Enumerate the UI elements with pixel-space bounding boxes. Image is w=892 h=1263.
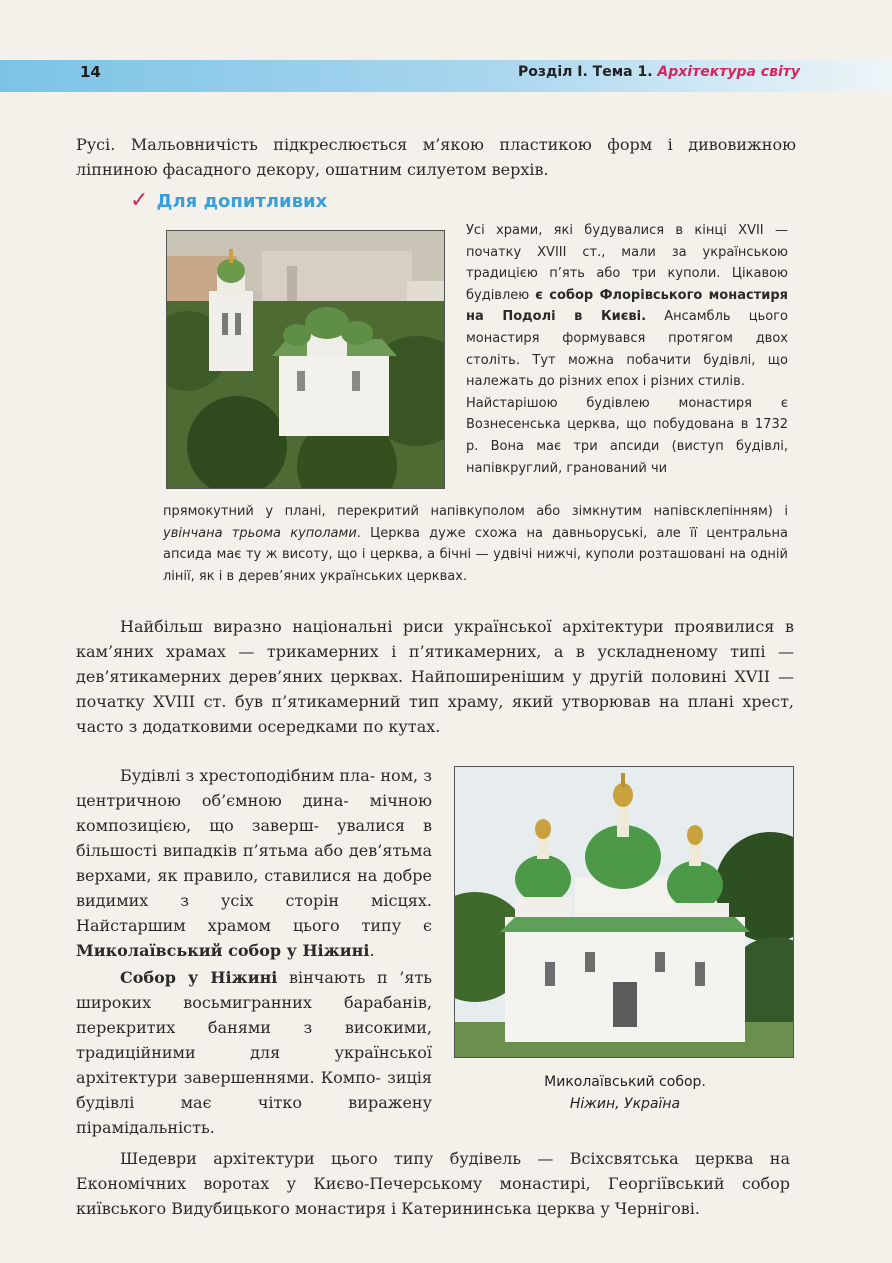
left-column-text: [76, 763, 432, 1140]
running-head: [518, 64, 800, 80]
left-line-1: Будівлі з хрестоподібним пла-: [120, 766, 376, 785]
caption-place: Ніжин, Україна: [569, 1096, 681, 1112]
caption-title: Миколаївський собор.: [544, 1074, 706, 1090]
sidebar-paragraph-2: [466, 393, 788, 479]
left-p2-line-1: вінчають п ’ять: [277, 968, 433, 987]
left-line-3: мічною композицією, що заверш-: [76, 791, 432, 835]
sidebar-p2-part-a: Найстарішою будівлею монастиря є Вознесенська церква, що побудована в 1732 р. Вона має три апсиди (виступ будівлі, напівкруглий, гранований чи: [466, 395, 788, 476]
sidebar-p1-part-a: Усі храми, які будувалися в кінці XVII — початку XVIII ст., мали за українською традицією п’ять або три куполи. Цікавою будівлею: [466, 223, 788, 303]
intro-line-1: Русі. Мальовничість підкреслюється м’якою пластикою форм і дивовижною: [76, 135, 796, 154]
checkmark-icon: ✓: [130, 188, 149, 213]
nicholas-cathedral-photo: [454, 766, 794, 1058]
sidebar-p1-bold: є собор Флорівського монастиря на Подолі в Києві.: [466, 287, 788, 325]
sidebar-paragraph-1: [466, 220, 788, 393]
page-number: 14: [80, 63, 101, 81]
left-line-2: ном, з центричною об’ємною дина-: [76, 766, 432, 810]
left-p2-line-6: зиція будівлі має чітко виражену: [76, 1068, 432, 1112]
left-p2-line-7: пірамідальність.: [76, 1118, 215, 1137]
left-p2-line-4: традиційними для української: [76, 1043, 432, 1062]
florivsky-monastery-photo: [166, 230, 445, 489]
left-p2-line-3: перекритих банями з високими,: [76, 1018, 432, 1037]
florivsky-photo-drawing: [167, 231, 444, 488]
section-label: Розділ І. Тема 1.: [518, 64, 658, 80]
sidebar-p2-part-d: . Церква дуже схожа на давньоруські, але її центральна апсида має ту ж висоту, що і церква, а бічні — удвічі нижчі, куполи розташовані на одній лінії, як і в дерев’яних українських церквах.: [163, 525, 789, 584]
cathedral-photo-drawing: [455, 767, 793, 1057]
intro-line-2: ліпниною фасадного декору, ошатним силуетом верхів.: [76, 160, 549, 179]
sidebar-p1-part-c: Ансамбль цього монастиря формувався протягом двох століть. Тут можна побачити будівлі, що належать до різних епох і різних стилів.: [466, 309, 788, 390]
left-line-7: сторін місцях. Найстаршим храмом: [76, 891, 432, 935]
paragraph-national-features: Найбільш виразно національні риси української архітектури проявилися в кам’яних храмах — трикамерних і п’ятикамерних, а в ускладненому типі — дев’ятикамерних дерев’яних церквах. Найпоширенішим у другій половині XVII — початку XVIII ст. був п’ятикамерний тип храму, який утворював на плані хрест, часто з додатковими осередками по кутах.: [76, 617, 794, 736]
left-bold-nizhyn-cathedral: Миколаївський собор у Ніжині: [76, 941, 370, 960]
intro-paragraph: [76, 132, 796, 182]
sidebar-text-wide: [163, 501, 788, 587]
sidebar-text-column: [466, 220, 788, 479]
sidebar-paragraph-2-cont: [163, 501, 788, 587]
sidebar-p2-part-b: прямокутний у плані, перекритий напівкуполом або зімкнутим напівсклепінням) і: [163, 504, 788, 519]
left-column-paragraph-2: [76, 965, 432, 1140]
left-p2-line-2: широких восьмигранних барабанів,: [76, 993, 432, 1012]
photo-caption: [480, 1071, 770, 1115]
left-line-4: увалися в більшості випадків п’ятьма: [76, 816, 432, 860]
sidebar-heading-text: Для допитливих: [156, 191, 328, 212]
left-column-paragraph-1: Будівлі з хрестоподібним пла- ном, з центричною об’ємною дина- мічною композицією, що заверш- увалися в більшості випадків п’ятьма або дев’ятьма верхами, як правило, ставилися на добре видимих з усіх сторін місцях. Найстаршим храмом цього типу є Миколаївський собор у Ніжині.: [76, 766, 433, 960]
left-line-8: цього типу є: [292, 916, 432, 935]
left-line-5: або дев’ятьма верхами, як правило,: [76, 841, 432, 885]
left-bold-cathedral: Собор у Ніжині: [120, 968, 278, 987]
paragraph-masterpieces: Шедеври архітектури цього типу будівель — Всіхсвятська церква на Економічних воротах у Києво-Печерському монастирі, Георгіївський собор київського Видубицького монастиря і Катерининська церква у Чернігові.: [76, 1149, 790, 1218]
sidebar-heading: [130, 188, 327, 213]
left-p2-line-5: архітектури завершеннями. Компо-: [76, 1068, 381, 1087]
topic-label: Архітектура світу: [657, 64, 800, 80]
sidebar-p2-italic: увінчана трьома куполами: [163, 525, 357, 541]
left-line-6: ставилися на добре видимих з усіх: [76, 866, 433, 910]
